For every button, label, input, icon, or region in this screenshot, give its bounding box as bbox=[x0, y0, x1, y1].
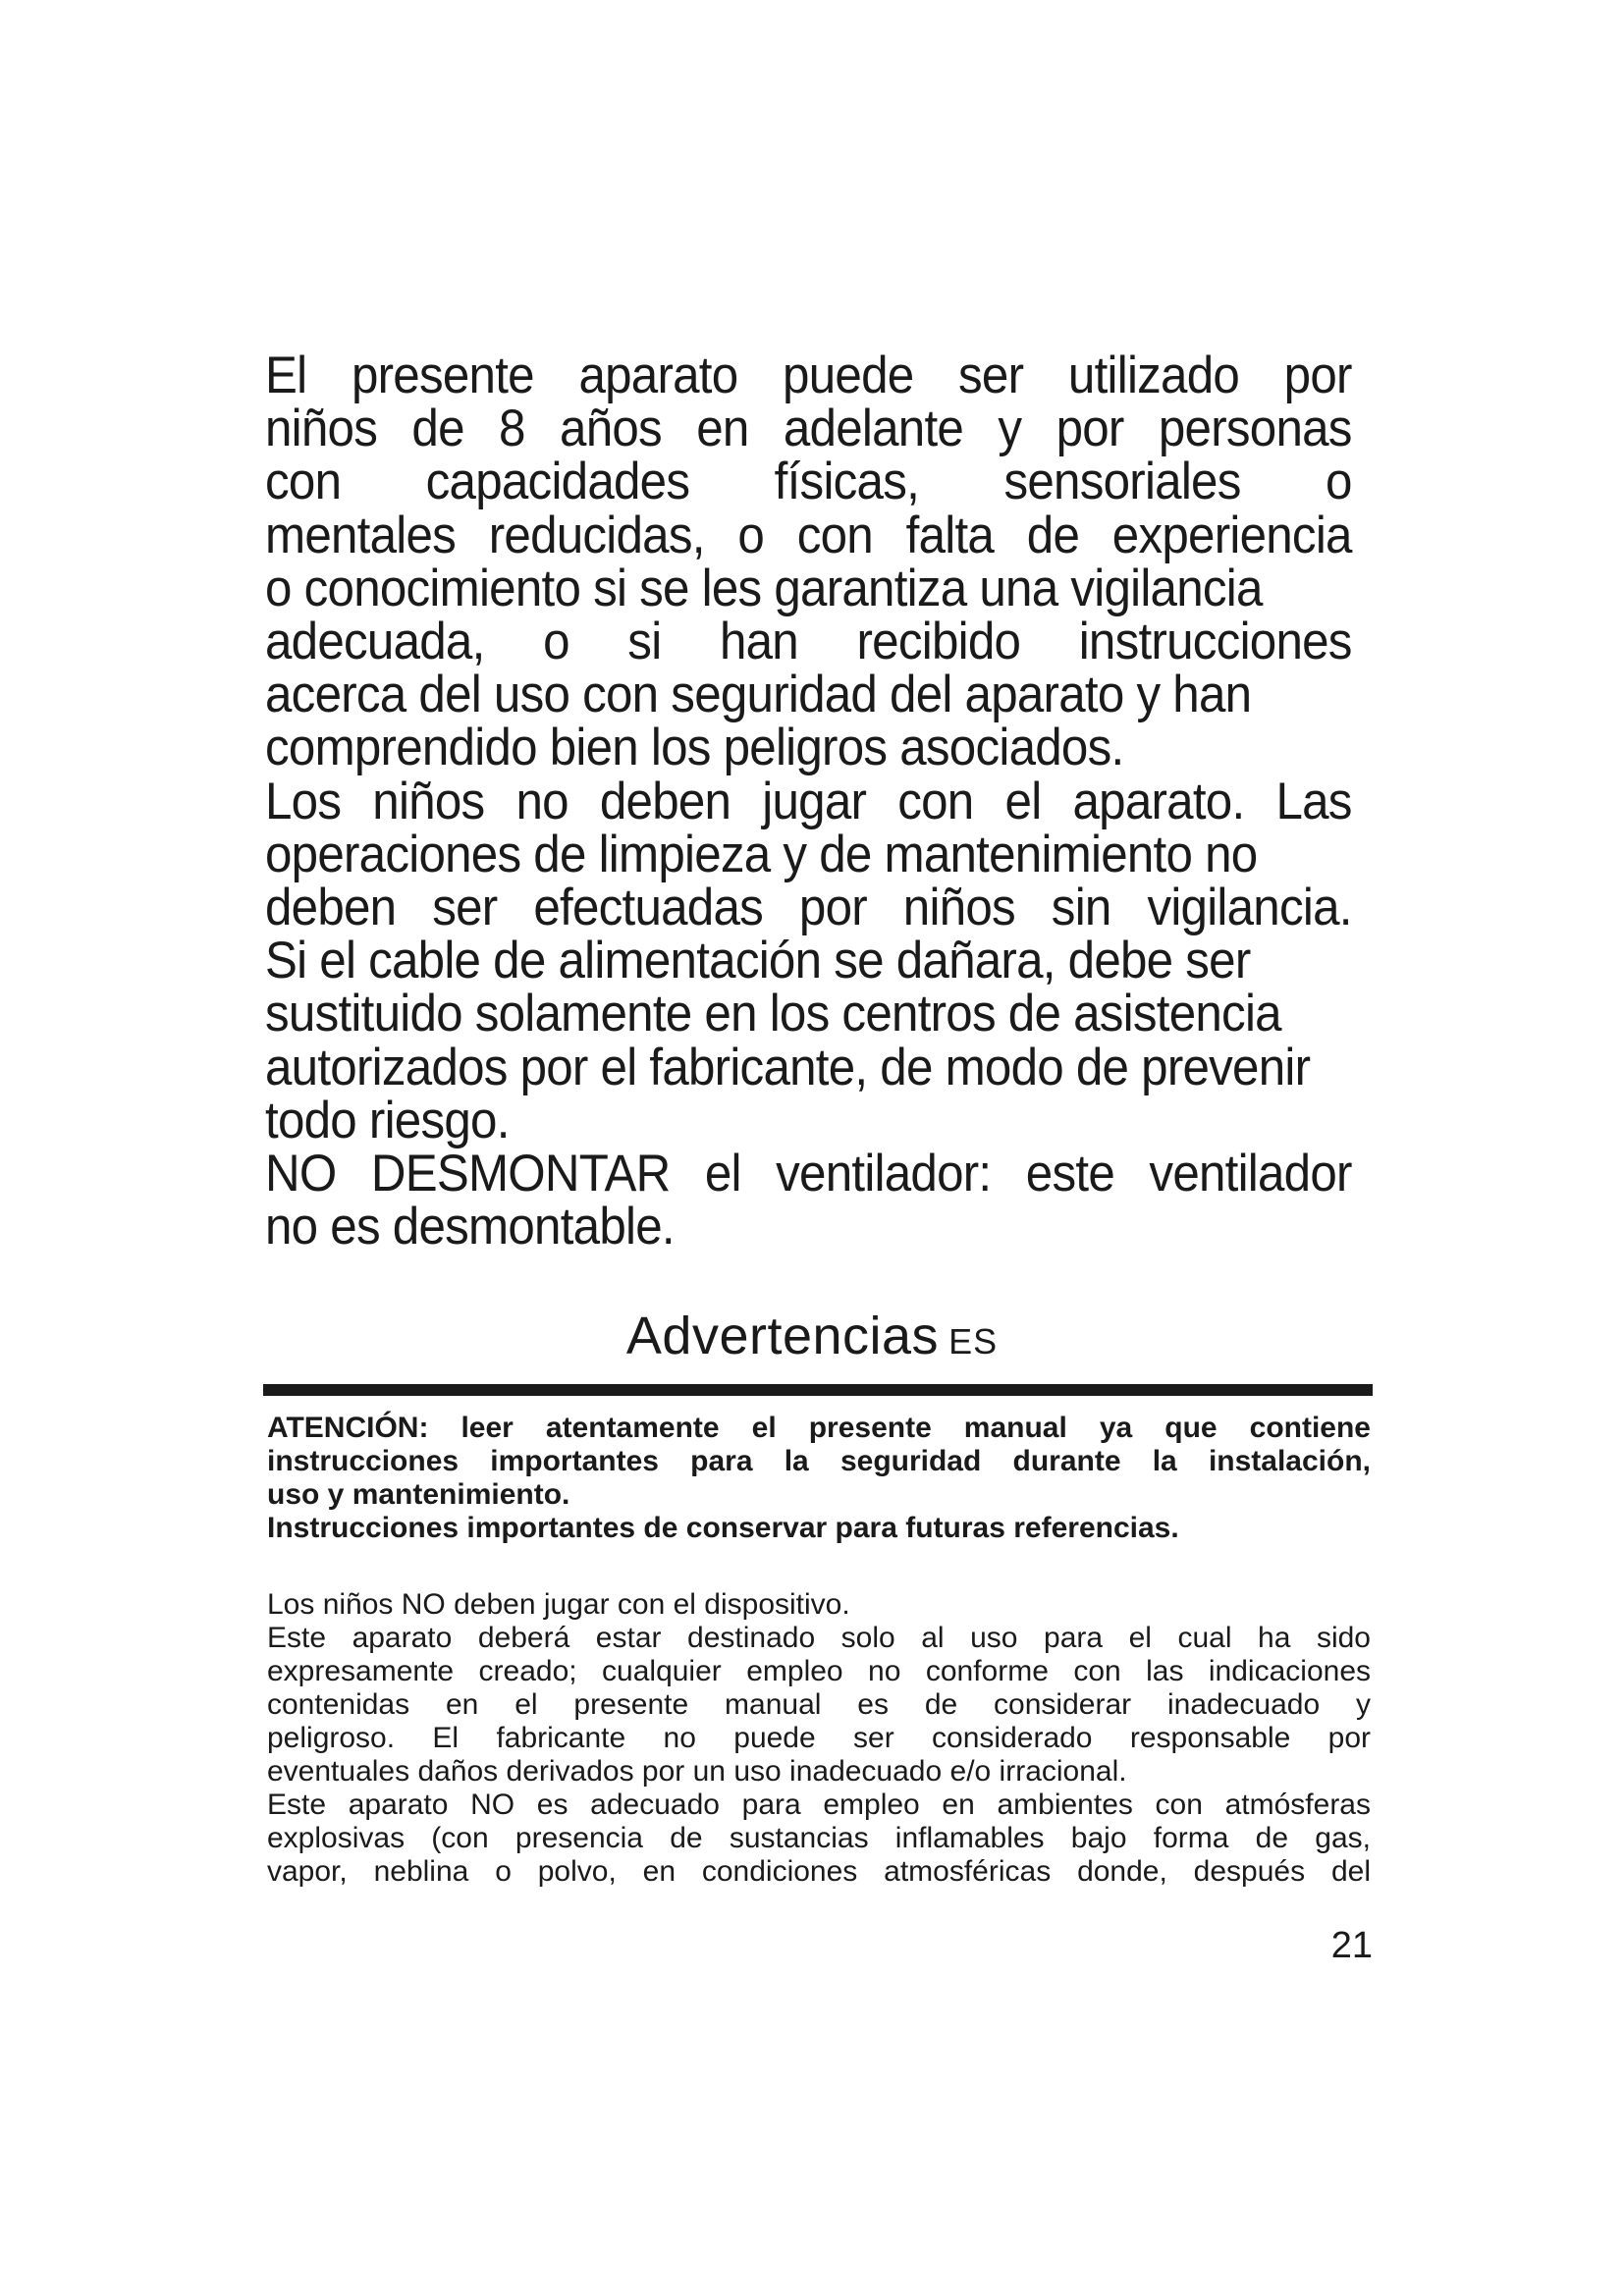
intro-line: adecuada, o si han recibido instrucciones bbox=[265, 613, 1352, 671]
intro-line: El presente aparato puede ser utilizado por bbox=[265, 347, 1352, 404]
warning-line: uso y mantenimiento. bbox=[267, 1478, 570, 1511]
body-line: eventuales daños derivados por un uso inadecuado e/o irracional. bbox=[267, 1755, 1127, 1788]
intro-line: con capacidades físicas, sensoriales o bbox=[265, 453, 1352, 511]
intro-line: autorizados por el fabricante, de modo de prevenir bbox=[265, 1038, 1311, 1096]
intro-line: Si el cable de alimentación se dañara, debe ser bbox=[265, 932, 1251, 990]
warning-line: Instrucciones importantes de conservar para futuras referencias. bbox=[267, 1512, 1179, 1544]
intro-line: mentales reducidas, o con falta de experiencia bbox=[265, 506, 1352, 564]
body-line: Este aparato NO es adecuado para empleo en ambientes con atmósferas bbox=[267, 1789, 1371, 1821]
intro-line: operaciones de limpieza y de mantenimiento no bbox=[265, 825, 1258, 883]
warning-line: ATENCIÓN: leer atentamente el presente manual ya que contiene bbox=[267, 1412, 1371, 1444]
body-line: Los niños NO deben jugar con el dispositivo. bbox=[267, 1588, 850, 1621]
intro-line: acerca del uso con seguridad del aparato y han bbox=[265, 666, 1252, 724]
section-title bbox=[0, 1306, 1624, 1372]
warning-line: instrucciones importantes para la seguridad durante la instalación, bbox=[267, 1445, 1371, 1477]
intro-line: niños de 8 años en adelante y por personas bbox=[265, 400, 1352, 458]
section-divider bbox=[263, 1384, 1373, 1396]
language-code: ES bbox=[948, 1321, 999, 1362]
body-line: expresamente creado; cualquier empleo no conforme con las indicaciones bbox=[267, 1655, 1371, 1687]
body-line: peligroso. El fabricante no puede ser considerado responsable por bbox=[267, 1722, 1371, 1754]
section-title-text: Advertencias bbox=[625, 1307, 940, 1365]
warnings-body bbox=[267, 1588, 1371, 1889]
intro-line: no es desmontable. bbox=[265, 1198, 675, 1256]
intro-line: deben ser efectuadas por niños sin vigilancia. bbox=[265, 879, 1352, 937]
intro-line: Los niños no deben jugar con el aparato. Las bbox=[265, 772, 1352, 830]
body-line: vapor, neblina o polvo, en condiciones atmosféricas donde, después del bbox=[267, 1855, 1371, 1888]
body-line: contenidas en el presente manual es de considerar inadecuado y bbox=[267, 1688, 1371, 1721]
intro-paragraph bbox=[265, 349, 1352, 1254]
body-line: Este aparato deberá estar destinado solo al uso para el cual ha sido bbox=[267, 1622, 1371, 1654]
intro-line: sustituido solamente en los centros de asistencia bbox=[265, 985, 1281, 1043]
intro-line: comprendido bien los peligros asociados. bbox=[265, 719, 1124, 777]
page-number: 21 bbox=[1330, 1925, 1373, 1966]
intro-line: o conocimiento si se les garantiza una vigilancia bbox=[265, 559, 1263, 617]
body-line: explosivas (con presencia de sustancias inflamables bajo forma de gas, bbox=[267, 1822, 1371, 1854]
warning-notice bbox=[267, 1412, 1371, 1545]
intro-line: todo riesgo. bbox=[265, 1091, 510, 1149]
intro-line: NO DESMONTAR el ventilador: este ventilador bbox=[265, 1145, 1352, 1203]
